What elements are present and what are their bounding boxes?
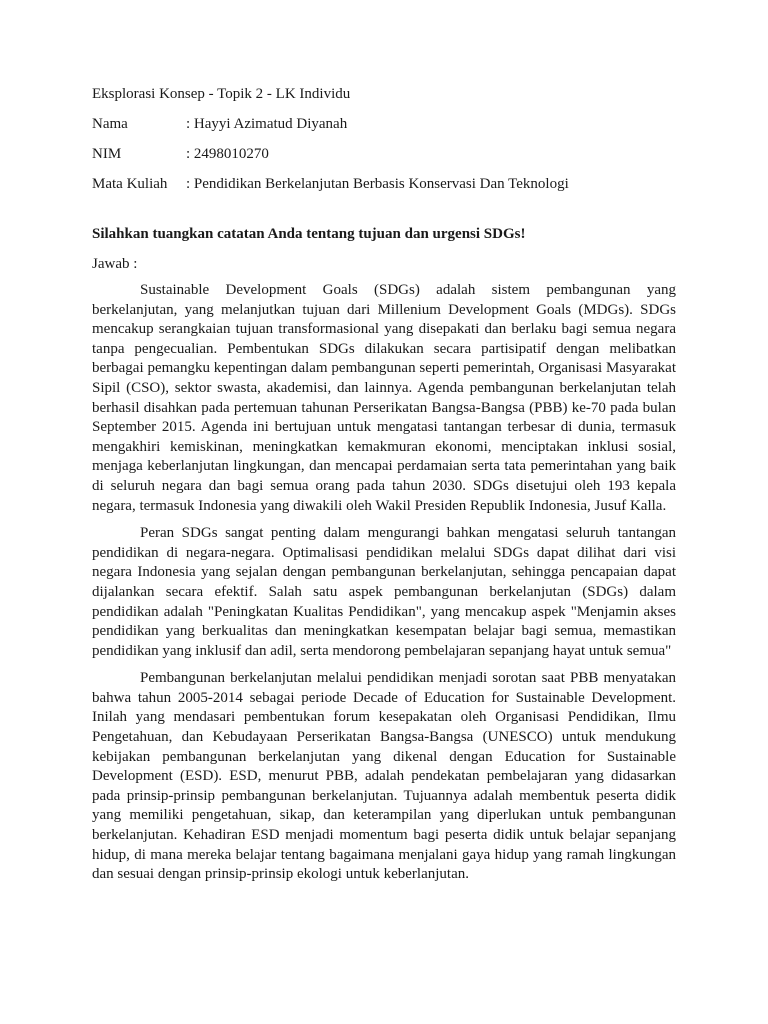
field-value-nim: : 2498010270 — [186, 146, 269, 162]
field-value-nama: : Hayyi Azimatud Diyanah — [186, 116, 348, 132]
paragraph-2: Peran SDGs sangat penting dalam mengurangi bahkan mengatasi seluruh tantangan pendidikan di negara-negara. Optimalisasi pendidikan melalui SDGs dapat dilihat dari visi negara Indonesia yang sejalan dengan pembangunan berkelanjutan, sehingga pencapaian dapat dijalankan secara efektif. Salah satu aspek pembangunan berkelanjutan (SDGs) dalam pendidikan adalah "Peningkatan Kualitas Pendidikan", yang mencakup aspek "Menjamin akses pendidikan yang berkualitas dan meningkatkan kesempatan belajar bagi semua, memastikan pendidikan yang inklusif dan adil, serta mendorong pembelajaran sepanjang hayat untuk semua" — [92, 525, 676, 659]
field-label-nim: NIM — [92, 146, 122, 162]
paragraph-3: Pembangunan berkelanjutan melalui pendidikan menjadi sorotan saat PBB menyatakan bahwa tahun 2005-2014 sebagai periode Decade of Education for Sustainable Development. Inilah yang mendasari pembentukan forum kesepakatan oleh Organisasi Pendidikan, Ilmu Pengetahuan, dan Kebudayaan Perserikatan Bangsa-Bangsa (UNESCO) untuk mendukung kebijakan pembangunan berkelanjutan yang dikenal dengan Education for Sustainable Development (ESD). ESD, menurut PBB, adalah pendekatan pembelajaran yang didasarkan pada prinsip-prinsip pembangunan berkelanjutan. Tujuannya adalah membentuk peserta didik yang memiliki pengetahuan, sikap, dan keterampilan yang diperlukan untuk pembangunan berkelanjutan. Kehadiran ESD menjadi momentum bagi peserta didik untuk belajar sepanjang hidup, di mana mereka belajar tentang bagaimana menjalani gaya hidup yang ramah lingkungan dan sesuai dengan prinsip-prinsip ekologi untuk keberlanjutan. — [92, 670, 676, 883]
field-label-nama: Nama — [92, 116, 128, 132]
field-value-mata-kuliah: : Pendidikan Berkelanjutan Berbasis Konservasi Dan Teknologi — [186, 176, 569, 192]
field-mata-kuliah — [92, 174, 676, 194]
answer-label: Jawab : — [92, 256, 138, 272]
field-nama — [92, 114, 676, 134]
paragraph-1: Sustainable Development Goals (SDGs) adalah sistem pembangunan yang berkelanjutan, yang melanjutkan tujuan dari Millenium Development Goals (MDGs). SDGs mencakup serangkaian tujuan transformasional yang disepakati dan berlaku bagi semua negara tanpa pengecualian. Pembentukan SDGs dilakukan secara partisipatif dengan melibatkan berbagai pemangku kepentingan dalam pembangunan seperti pemerintah, Organisasi Masyarakat Sipil (CSO), sektor swasta, akademisi, dan lainnya. Agenda pembangunan berkelanjutan telah berhasil disahkan pada pertemuan tahunan Perserikatan Bangsa-Bangsa (PBB) ke-70 pada bulan September 2015. Agenda ini bertujuan untuk mengatasi tantangan terbesar di dunia, termasuk mengakhiri kemiskinan, meningkatkan kemakmuran ekonomi, menciptakan inklusi sosial, menjaga keberlanjutan lingkungan, dan mencapai perdamaian serta tata pemerintahan yang baik di seluruh negara dan bagi semua orang pada tahun 2030. SDGs disetujui oleh 193 kepala negara, termasuk Indonesia yang diwakili oleh Wakil Presiden Republik Indonesia, Jusuf Kalla. — [92, 282, 676, 514]
document-page — [92, 84, 676, 893]
question-heading: Silahkan tuangkan catatan Anda tentang tujuan dan urgensi SDGs! — [92, 226, 526, 242]
document-title: Eksplorasi Konsep - Topik 2 - LK Individu — [92, 86, 351, 102]
field-nim — [92, 144, 676, 164]
field-label-mata-kuliah: Mata Kuliah — [92, 176, 168, 192]
